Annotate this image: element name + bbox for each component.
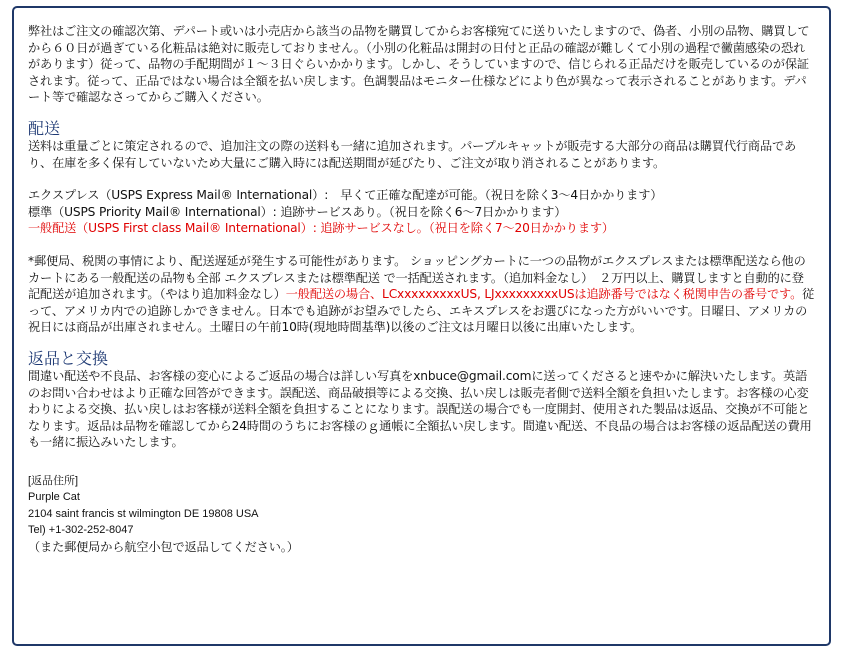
intro-paragraph: 弊社はご注文の確認次第、デパート或いは小売店から該当の品物を購買してからお客様宛てに送りいたしますので、偽者、小別の品物、購買してから６０日が過ぎている化粧品は絶対に販売しておりません。（小別の化粧品は開封の日付と正品の確認が難しくて小別の過程で黴菌感染の恐れがあります）従って、品物の手配期間が１～３日ぐらいかかります。しかし、そうしていますので、信じられる正品だけを販売しているのが保証されます。従って、正品ではない場合は全額を払い戻します。色調製品はモニター仕様などにより色が異なって表示されることがあります。デパート等で確認なさってからご購入ください。 (28, 24, 810, 105)
shipping-methods (28, 187, 815, 237)
return-address-name: Purple Cat (28, 491, 80, 504)
shipping-heading: 配送 (28, 118, 61, 138)
return-address (28, 473, 815, 555)
shipping-note-part1: *郵便局、税関の事情により、配送遅延が発生する可能性があります。 ショッピングカートに一つの品物がエクスプレスまたは標準配送なら他のカートにある一般配送の品物も全部 エクスプレスまたは標準配送 で一括配送されます。（追加料金なし） ２万円以上、購買しますと自動的に登記配送が追加されます。（やはり追加料金なし） (28, 253, 806, 302)
shipping-intro: 送料は重量ごとに策定されるので、追加注文の際の送料も一緒に追加されます。パープルキャットが販売する大部分の商品は購買代行商品であり、在庫を多く保有していないため大量にご購入時には配送期間が延びたり、ご注文が取り消されることがあります。 (28, 138, 797, 170)
shipping-note-alert: 一般配送の場合、LCxxxxxxxxxUS, LJxxxxxxxxxUSは追跡番号ではなく税関申告の番号です。 (285, 287, 803, 302)
shipping-express: エクスプレス（USPS Express Mail® International）: 早くて正確な配達が可能。（祝日を除く3〜4日かかります） (28, 188, 663, 203)
return-address-note: （また郵便局から航空小包で返品してください。） (28, 539, 299, 554)
shipping-first-class: 一般配送（USPS First class Mail® International）: 追跡サービスなし。（祝日を除く7〜20日かかります） (28, 221, 614, 236)
return-address-tel: Tel) +1-302-252-8047 (28, 524, 134, 537)
shipping-note-part2: 従って、アメリカ内での追跡しかできません。日本でも追跡がお望みでしたら、エキスプレスをお選びになった方がいいです。日曜日、アメリカの祝日には商品が出庫されません。土曜日の午前10時(現地時間基準)以後のご注文は月曜日以後に出庫いたします。 (28, 287, 815, 335)
returns-heading: 返品と交換 (28, 348, 109, 368)
policy-panel (12, 6, 831, 646)
returns-body: 間違い配送や不良品、お客様の変心によるご返品の場合は詳しい写真をxnbuce@gmail.comに送ってくださると速やかに解決いたします。英語のお問い合わせはより正確な回答ができます。誤配送、商品破損等による交換、払い戻しは販売者側で送料全額を負担いたします。お客様の心変わりによる交換、払い戻しはお客様が送料全額を負担することになります。誤配送の場合でも一度開封、使用された製品は返品、交換が不可能となります。返品は品物を確認してから24時間のうちにお客様のｇ通帳に全額払い戻します。間違い配送、不良品の場合はお客様の返品配送の費用も一緒に振込みいたします。 (28, 368, 812, 450)
shipping-priority: 標準（USPS Priority Mail® International）: 追跡サービスあり。（祝日を除く6〜7日かかります） (28, 204, 567, 219)
return-address-label: [返品住所] (28, 474, 79, 487)
shipping-note (28, 253, 815, 336)
return-address-street: 2104 saint francis st wilmington DE 19808 USA (28, 507, 259, 520)
